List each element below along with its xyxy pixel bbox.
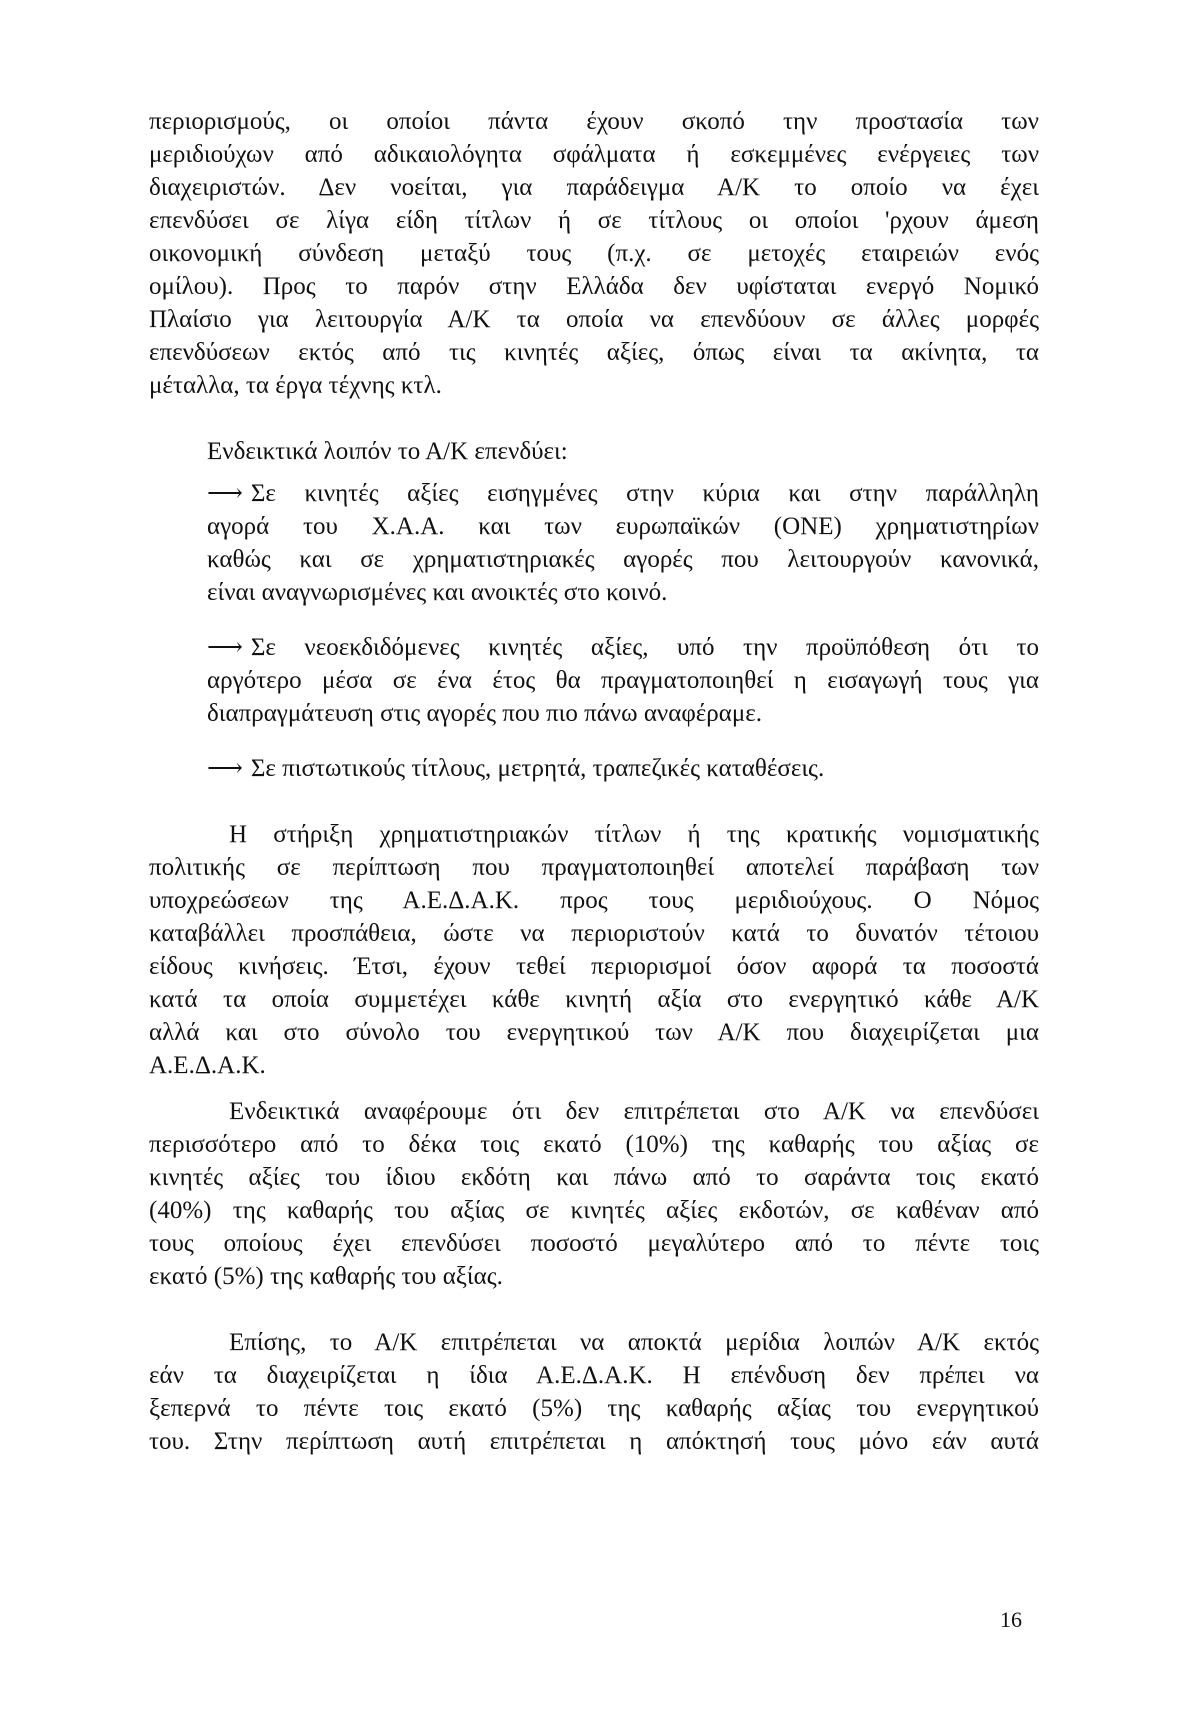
- paragraph-line: περισσότερο από το δέκα τοις εκατό (10%) της καθαρής του αξίας σε: [149, 1131, 1039, 1158]
- arrow-icon: ⟶: [207, 480, 243, 507]
- paragraph-line: κινητές αξίες του ίδιου εκδότη και πάνω από το σαράντα τοις εκατό: [149, 1164, 1039, 1191]
- paragraph-line: Ενδεικτικά αναφέρουμε ότι δεν επιτρέπεται στο Α/Κ να επενδύσει: [229, 1098, 1039, 1125]
- paragraph-line: αλλά και στο σύνολο του ενεργητικού των Α/Κ που διαχειρίζεται μια: [149, 1019, 1039, 1046]
- paragraph-line: καταβάλλει προσπάθεια, ώστε να περιοριστούν κατά το δυνατόν τέτοιου: [149, 920, 1039, 947]
- list-intro: Ενδεικτικά λοιπόν το Α/Κ επενδύει:: [207, 438, 568, 465]
- paragraph-line: πολιτικής σε περίπτωση που πραγματοποιηθεί αποτελεί παράβαση των: [149, 854, 1039, 881]
- bullet-line: καθώς και σε χρηματιστηριακές αγορές που λειτουργούν κανονικά,: [207, 546, 1039, 573]
- bullet-line: είναι αναγνωρισμένες και ανοικτές στο κοινό.: [207, 579, 668, 606]
- paragraph-line: διαχειριστών. Δεν νοείται, για παράδειγμα Α/Κ το οποίο να έχει: [149, 174, 1039, 201]
- paragraph-line: Πλαίσιο για λειτουργία Α/Κ τα οποία να επενδύουν σε άλλες μορφές: [149, 306, 1039, 333]
- paragraph-line: (40%) της καθαρής του αξίας σε κινητές αξίες εκδοτών, σε καθέναν από: [149, 1197, 1039, 1224]
- bullet-line: αγορά του Χ.Α.Α. και των ευρωπαϊκών (ΟΝΕ) χρηματιστηρίων: [207, 513, 1039, 540]
- bullet-line: διαπραγμάτευση στις αγορές που πιο πάνω αναφέραμε.: [207, 700, 762, 727]
- bullet-text: Σε νεοεκδιδόμενες κινητές αξίες, υπό την προϋπόθεση ότι το: [250, 634, 1039, 661]
- paragraph-line: τους οποίους έχει επενδύσει ποσοστό μεγαλύτερο από το πέντε τοις: [149, 1230, 1039, 1257]
- paragraph-line: μέταλλα, τα έργα τέχνης κτλ.: [149, 372, 442, 399]
- paragraph-line: του. Στην περίπτωση αυτή επιτρέπεται η απόκτησή τους μόνο εάν αυτά: [149, 1428, 1039, 1455]
- paragraph-line: ομίλου). Προς το παρόν στην Ελλάδα δεν υφίσταται ενεργό Νομικό: [149, 273, 1039, 300]
- paragraph-line: υποχρεώσεων της Α.Ε.Δ.Α.Κ. προς τους μεριδιούχους. Ο Νόμος: [149, 887, 1039, 914]
- paragraph-line: Α.Ε.Δ.Α.Κ.: [149, 1052, 266, 1079]
- paragraph-line: ξεπερνά το πέντε τοις εκατό (5%) της καθαρής αξίας του ενεργητικού: [149, 1395, 1039, 1422]
- paragraph-line: εάν τα διαχειρίζεται η ίδια Α.Ε.Δ.Α.Κ. Η επένδυση δεν πρέπει να: [149, 1362, 1039, 1389]
- paragraph-line: είδους κινήσεις. Έτσι, έχουν τεθεί περιορισμοί όσον αφορά τα ποσοστά: [149, 953, 1039, 980]
- paragraph-line: εκατό (5%) της καθαρής του αξίας.: [149, 1263, 503, 1290]
- bullet-line: αργότερο μέσα σε ένα έτος θα πραγματοποιηθεί η εισαγωγή τους για: [207, 667, 1039, 694]
- arrow-icon: ⟶: [207, 755, 243, 782]
- bullet-item: [207, 749, 824, 789]
- paragraph-line: Επίσης, το Α/Κ επιτρέπεται να αποκτά μερίδια λοιπών Α/Κ εκτός: [229, 1329, 1039, 1356]
- bullet-text: Σε κινητές αξίες εισηγμένες στην κύρια και στην παράλληλη: [250, 480, 1039, 507]
- arrow-icon: ⟶: [207, 634, 243, 661]
- paragraph-line: κατά τα οποία συμμετέχει κάθε κινητή αξία στο ενεργητικό κάθε Α/Κ: [149, 986, 1039, 1013]
- paragraph-line: μεριδιούχων από αδικαιολόγητα σφάλματα ή εσκεμμένες ενέργειες των: [149, 141, 1039, 168]
- paragraph-line: επενδύσεων εκτός από τις κινητές αξίες, όπως είναι τα ακίνητα, τα: [149, 339, 1039, 366]
- bullet-text: Σε πιστωτικούς τίτλους, μετρητά, τραπεζικές καταθέσεις.: [250, 755, 825, 782]
- paragraph-line: επενδύσει σε λίγα είδη τίτλων ή σε τίτλους οι οποίοι 'ρχουν άμεση: [149, 207, 1039, 234]
- paragraph-line: οικονομική σύνδεση μεταξύ τους (π.χ. σε μετοχές εταιρειών ενός: [149, 240, 1039, 267]
- paragraph-line: Η στήριξη χρηματιστηριακών τίτλων ή της κρατικής νομισματικής: [229, 821, 1039, 848]
- page-number: 16: [1000, 1607, 1022, 1632]
- paragraph-line: περιορισμούς, οι οποίοι πάντα έχουν σκοπό την προστασία των: [149, 108, 1039, 135]
